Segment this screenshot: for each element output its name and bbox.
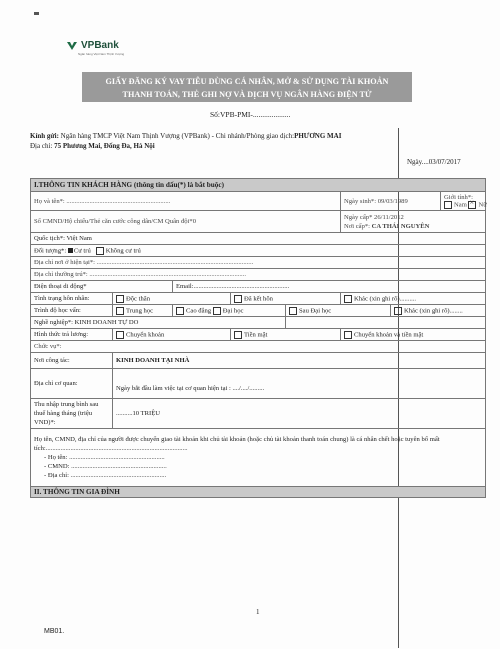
edu-other-checkbox[interactable] [394,307,402,315]
birth-date-field[interactable]: Ngày sinh*: 09/03/1989 [341,192,441,211]
married-checkbox[interactable] [234,295,242,303]
position-field[interactable]: Chức vụ*: [31,341,486,353]
marital-other-option[interactable] [341,293,486,305]
workplace-value[interactable]: KINH DOANH TẠI NHÀ [113,353,486,369]
nationality-field[interactable]: Quốc tịch*: Việt Nam [31,233,486,245]
marital-married-option[interactable] [231,293,341,305]
college-checkbox[interactable] [176,307,184,315]
highschool-label: Trung học [126,307,154,315]
postgrad-checkbox[interactable] [289,307,297,315]
section-family-info: II. THÔNG TIN GIA ĐÌNH [31,487,486,498]
occupation-field[interactable]: Nghề nghiệp*: KINH DOANH TỰ DO [31,317,286,329]
beneficiary-name[interactable]: - Họ tên: .......................................................... [44,454,165,461]
nonresident-label: Không cư trú [105,247,141,255]
edu-other-option[interactable] [391,305,486,317]
gender-field [441,192,486,211]
university-label: Đại học [222,307,244,315]
form-title-banner [82,72,412,102]
gender-male-checkbox[interactable] [444,201,452,209]
nonresident-checkbox[interactable] [96,247,104,255]
college-label: Cao đẳng [186,307,212,315]
cash-label: Tiền mặt [244,331,268,339]
cash-checkbox[interactable] [234,331,242,339]
id-issue-field [341,211,486,233]
salary-method-label: Hình thức trả lương: [31,329,113,341]
branch-address-line [30,142,155,150]
education-label: Trình độ học vấn: [31,305,113,317]
highschool-checkbox[interactable] [116,307,124,315]
branch-name: PHƯƠNG MAI [294,132,342,140]
mobile-phone-field[interactable]: Điện thoại di động* [31,281,173,293]
beneficiary-heading: Họ tên, CMND, địa chỉ của người được chuyển giao tài khoản khi chủ tài khoản (hoặc chủ tài khoản thanh toán chung) là cá nhân chết hoặc tuyên bố mất tích:...................................................................................... [34,436,440,452]
transfer-checkbox[interactable] [116,331,124,339]
document-number: Số:VPB-PMI-.................... [210,110,291,119]
single-label: Độc thân [126,295,150,303]
current-address-field[interactable]: Địa chỉ nơi ở hiện tại*: ............................................................................................... [31,257,486,269]
recipient-line [30,132,341,140]
single-checkbox[interactable] [116,295,124,303]
both-label: Chuyển khoản và tiền mặt [354,331,424,339]
brand-tagline: Ngân hàng Việt Nam Thịnh Vượng [78,52,125,56]
recipient-text: Ngân hàng TMCP Việt Nam Thịnh Vượng (VPBank) - Chi nhánh/Phòng giao dịch: [60,132,295,140]
income-value[interactable]: ..........10 TRIỆU [113,399,486,429]
postgrad-label: Sau Đại học [299,307,332,315]
occupation-blank [286,317,486,329]
transfer-label: Chuyển khoản [126,331,165,339]
edu-postgrad-option[interactable] [286,305,391,317]
id-issue-place[interactable]: CA THÁI NGUYÊN [371,222,430,230]
email-field[interactable]: Email:.......................................................... [173,281,486,293]
salary-cash-option[interactable] [231,329,341,341]
brand-name: VPBank [81,40,119,51]
page-number: 1 [256,608,260,616]
full-name-field[interactable]: Họ và tên*: ............................................................... [31,192,341,211]
permanent-address-field[interactable]: Địa chỉ thường trú*: ............................................................................................... [31,269,486,281]
income-label: Thu nhập trung bình sau thuế hàng tháng (triệu VND)*: [31,399,113,429]
form-date: Ngày....03/07/2017 [407,158,461,166]
resident-label: Cư trú [73,247,91,255]
customer-info-table [30,178,486,498]
salary-transfer-option[interactable] [113,329,231,341]
scan-speck [34,12,39,15]
office-address-field[interactable] [113,369,486,399]
residency-field [31,245,486,257]
gender-label: Giới tính*: [444,193,473,201]
married-label: Đã kết hôn [244,295,273,303]
form-title-line1: GIẤY ĐĂNG KÝ VAY TIÊU DÙNG CÁ NHÂN, MỞ & SỬ DỤNG TÀI KHOẢN [105,77,389,86]
beneficiary-address[interactable]: - Địa chỉ: .......................................................... [44,472,167,479]
edu-highschool-option[interactable] [113,305,173,317]
marital-status-label: Tình trạng hôn nhân: [31,293,113,305]
vpbank-logo [66,40,119,51]
marital-single-option[interactable] [113,293,231,305]
section-customer-info: I.THÔNG TIN KHÁCH HÀNG (thông tin dấu(*) là bắt buộc) [31,179,486,192]
id-issue-date[interactable]: Ngày cấp* 26/11/2012 [344,213,404,221]
marital-other-label: Khác (xin ghi rõ).......... [354,295,417,303]
edu-college-option[interactable] [173,305,286,317]
start-date-field[interactable]: Ngày bắt đầu làm việc tại cơ quan hiện tại : ..../..../......... [116,385,265,392]
form-code: MB01. [44,628,65,635]
recipient-label: Kính gửi: [30,132,59,140]
workplace-label: Nơi công tác: [31,353,113,369]
resident-checkbox[interactable] [68,248,73,253]
salary-both-option[interactable] [341,329,486,341]
id-number-field[interactable]: Số CMND/Hộ chiếu/Thẻ căn cước công dân/CM Quân đội*0 [31,211,341,233]
vpbank-logo-icon [66,41,78,51]
gender-female-label: Nữ [478,201,487,209]
address-label: Địa chỉ: [30,142,53,150]
beneficiary-id[interactable]: - CMND: .......................................................... [44,463,167,470]
residency-label: Đối tượng*: [34,247,67,255]
form-title-line2: THANH TOÁN, THẺ GHI NỢ VÀ DỊCH VỤ NGÂN HÀNG ĐIỆN TỬ [122,90,372,99]
gender-male-label: Nam [454,201,467,209]
id-issue-place-label: Nơi cấp*: [344,222,371,230]
both-checkbox[interactable] [344,331,352,339]
university-checkbox[interactable] [213,307,221,315]
beneficiary-block [31,429,486,487]
marital-other-checkbox[interactable] [344,295,352,303]
gender-female-checkbox[interactable] [468,201,476,209]
address-value: 75 Phương Mai, Đống Đa, Hà Nội [54,142,155,150]
office-address-label: Địa chỉ cơ quan: [31,369,113,399]
edu-other-label: Khác (xin ghi rõ)........ [404,307,463,315]
